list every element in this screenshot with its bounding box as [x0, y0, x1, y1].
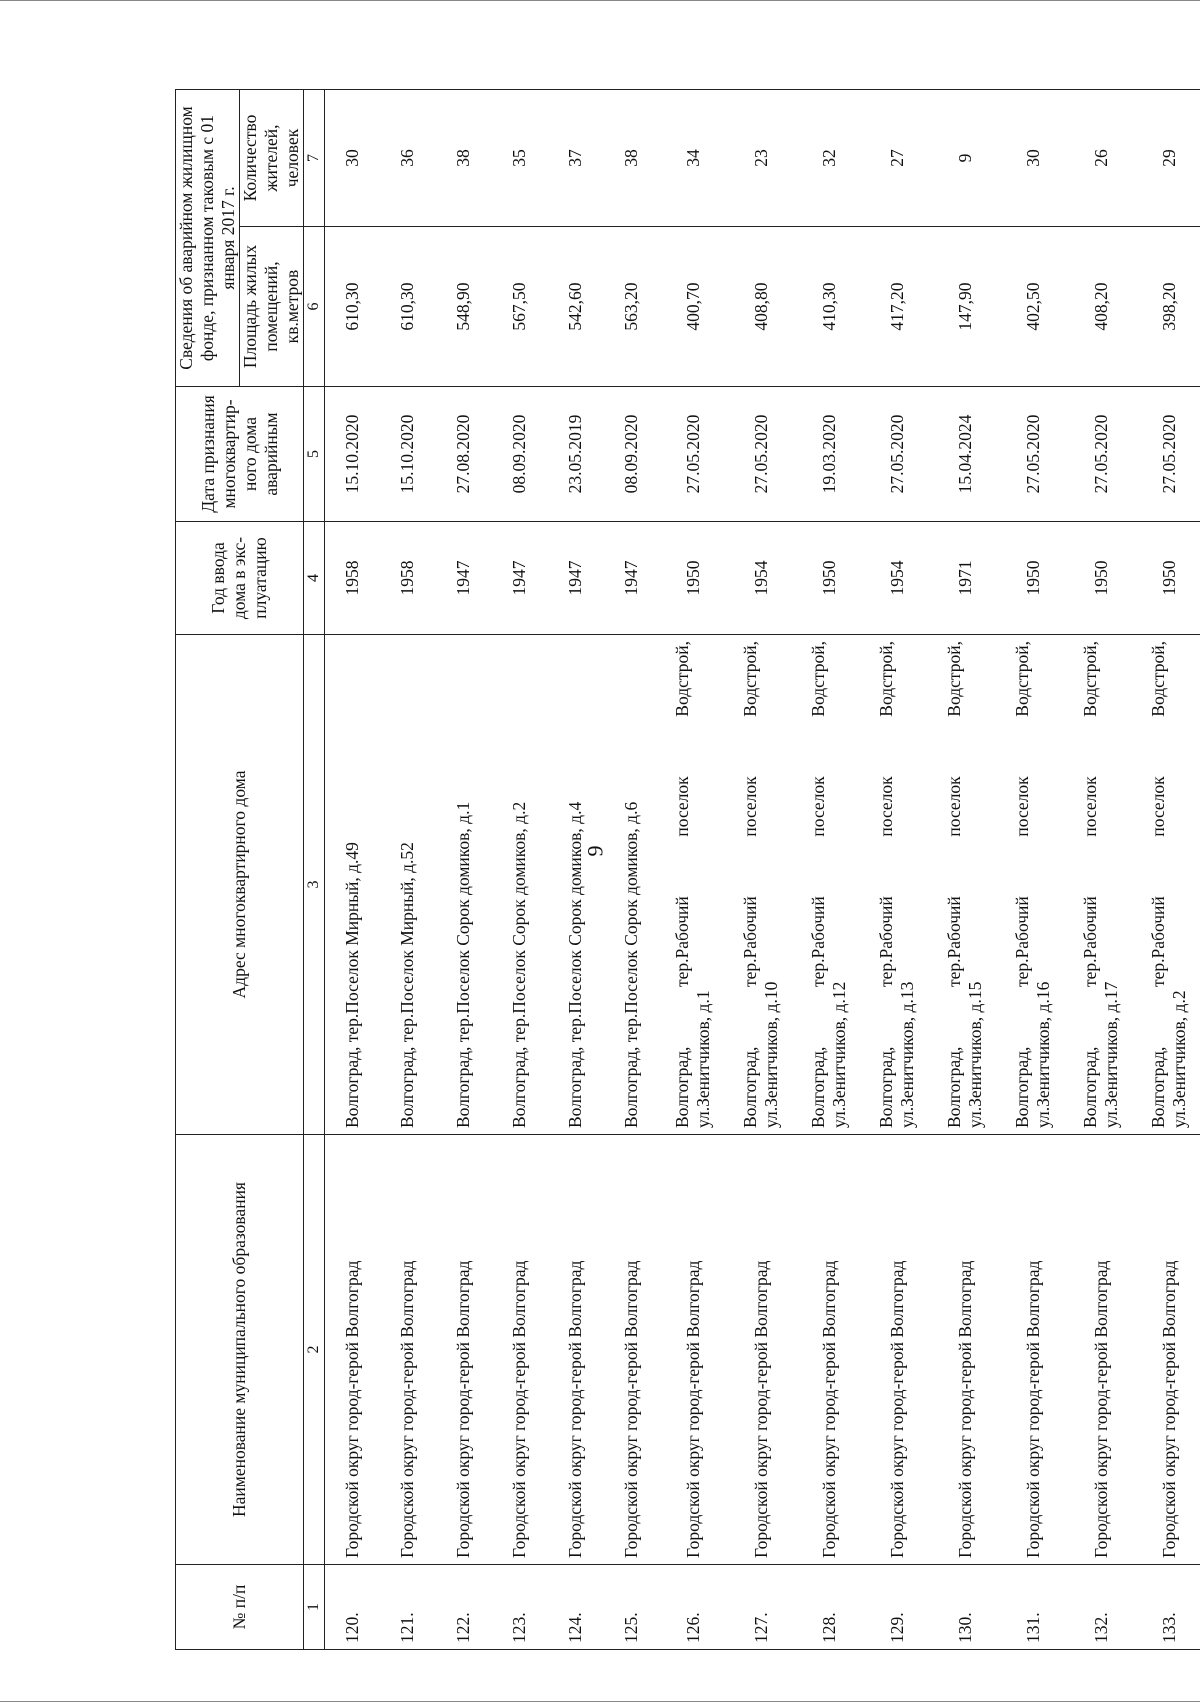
year-cell: 1947 — [435, 522, 491, 635]
row-number: 120. — [325, 1565, 380, 1650]
people-cell: 36 — [379, 90, 435, 227]
municipality-cell: Городской округ город-герой Волгоград — [931, 1135, 999, 1565]
col-number: 6 — [304, 227, 325, 387]
area-cell: 402,50 — [999, 227, 1067, 387]
area-cell: 542,60 — [547, 227, 603, 387]
year-cell: 1950 — [1135, 522, 1200, 635]
row-number: 133. — [1135, 1565, 1200, 1650]
row-number: 130. — [931, 1565, 999, 1650]
date-cell: 15.04.2024 — [931, 387, 999, 522]
address-cell — [863, 635, 931, 1135]
address-cell — [795, 635, 863, 1135]
address-line: Волгоград, тер.Поселок Сорок домиков, д.2 — [508, 801, 529, 1128]
people-cell: 9 — [931, 90, 999, 227]
municipality-cell: Городской округ город-герой Волгоград — [863, 1135, 931, 1565]
date-cell: 27.08.2020 — [435, 387, 491, 522]
date-cell: 08.09.2020 — [603, 387, 659, 522]
address-cell — [931, 635, 999, 1135]
table-row — [325, 90, 380, 1650]
date-cell: 27.05.2020 — [999, 387, 1067, 522]
address-cell — [379, 635, 435, 1135]
year-cell: 1950 — [1067, 522, 1135, 635]
table-row — [547, 90, 603, 1650]
address-line: ул.Зенитчиков, д.10 — [761, 981, 781, 1128]
col-number: 2 — [304, 1135, 325, 1565]
address-cell — [435, 635, 491, 1135]
year-cell: 1950 — [999, 522, 1067, 635]
address-line: Волгоград, тер.Рабочий поселок Водстрой, — [1148, 641, 1168, 1128]
address-line: Волгоград, тер.Поселок Сорок домиков, д.6 — [620, 801, 641, 1128]
header-address: Адрес многоквартирного дома — [176, 635, 304, 1135]
municipality-cell: Городской округ город-герой Волгоград — [435, 1135, 491, 1565]
address-line: Волгоград, тер.Поселок Мирный, д.49 — [341, 842, 362, 1128]
page-number: 9 — [582, 845, 608, 857]
col-number: 1 — [304, 1565, 325, 1650]
row-number: 125. — [603, 1565, 659, 1650]
table-row — [727, 90, 795, 1650]
row-number: 132. — [1067, 1565, 1135, 1650]
address-line: Волгоград, тер.Рабочий поселок Водстрой, — [1080, 641, 1100, 1128]
year-cell: 1950 — [659, 522, 727, 635]
scan-edge-top — [0, 0, 1200, 1]
people-cell: 37 — [547, 90, 603, 227]
address-line: Волгоград, тер.Рабочий поселок Водстрой, — [876, 641, 896, 1128]
address-line: Волгоград, тер.Рабочий поселок Водстрой, — [808, 641, 828, 1128]
address-line: Волгоград, тер.Рабочий поселок Водстрой, — [944, 641, 964, 1128]
address-line: Волгоград, тер.Поселок Сорок домиков, д.4 — [564, 801, 585, 1128]
address-line: ул.Зенитчиков, д.1 — [693, 990, 713, 1128]
year-cell: 1950 — [795, 522, 863, 635]
municipality-cell: Городской округ город-герой Волгоград — [325, 1135, 380, 1565]
municipality-cell: Городской округ город-герой Волгоград — [491, 1135, 547, 1565]
col-number: 3 — [304, 635, 325, 1135]
address-line: ул.Зенитчиков, д.17 — [1101, 981, 1121, 1128]
address-line: Волгоград, тер.Рабочий поселок Водстрой, — [672, 641, 692, 1128]
people-cell: 38 — [435, 90, 491, 227]
date-cell: 23.05.2019 — [547, 387, 603, 522]
people-cell: 38 — [603, 90, 659, 227]
municipality-cell: Городской округ город-герой Волгоград — [1067, 1135, 1135, 1565]
table-row — [999, 90, 1067, 1650]
address-line: Волгоград, тер.Рабочий поселок Водстрой, — [740, 641, 760, 1128]
header-year: Год ввода дома в экс-плуатацию — [176, 522, 304, 635]
address-line: Волгоград, тер.Поселок Мирный, д.52 — [396, 842, 417, 1128]
header-area: Площадь жилых помещений, кв.метров — [240, 227, 304, 387]
people-cell: 27 — [863, 90, 931, 227]
year-cell: 1954 — [863, 522, 931, 635]
address-line: ул.Зенитчиков, д.2 — [1169, 990, 1189, 1128]
area-cell: 548,90 — [435, 227, 491, 387]
municipality-cell: Городской округ город-герой Волгоград — [547, 1135, 603, 1565]
municipality-cell: Городской округ город-герой Волгоград — [795, 1135, 863, 1565]
address-cell — [547, 635, 603, 1135]
address-line: ул.Зенитчиков, д.12 — [829, 981, 849, 1128]
address-cell — [603, 635, 659, 1135]
municipality-cell: Городской округ город-герой Волгоград — [727, 1135, 795, 1565]
table-row — [491, 90, 547, 1650]
year-cell: 1971 — [931, 522, 999, 635]
col-number: 4 — [304, 522, 325, 635]
header-group: Сведения об аварийном жилищном фонде, признанном таковым с 01 января 2017 г. — [176, 90, 240, 387]
year-cell: 1954 — [727, 522, 795, 635]
header-date: Дата признания многоквартир-ного дома аварийным — [176, 387, 304, 522]
date-cell: 19.03.2020 — [795, 387, 863, 522]
area-cell: 610,30 — [379, 227, 435, 387]
table-row — [659, 90, 727, 1650]
col-number: 5 — [304, 387, 325, 522]
date-cell: 27.05.2020 — [659, 387, 727, 522]
table-row — [603, 90, 659, 1650]
address-cell — [999, 635, 1067, 1135]
header-municipality: Наименование муниципального образования — [176, 1135, 304, 1565]
address-line: ул.Зенитчиков, д.16 — [1033, 981, 1053, 1128]
table-row — [1067, 90, 1135, 1650]
area-cell: 408,20 — [1067, 227, 1135, 387]
area-cell: 610,30 — [325, 227, 380, 387]
row-number: 122. — [435, 1565, 491, 1650]
date-cell: 08.09.2020 — [491, 387, 547, 522]
date-cell: 27.05.2020 — [863, 387, 931, 522]
address-cell — [1067, 635, 1135, 1135]
people-cell: 34 — [659, 90, 727, 227]
year-cell: 1947 — [547, 522, 603, 635]
municipality-cell: Городской округ город-герой Волгоград — [999, 1135, 1067, 1565]
emergency-housing-table — [175, 89, 1200, 1650]
table-row — [1135, 90, 1200, 1650]
area-cell: 567,50 — [491, 227, 547, 387]
header-people: Количество жителей, человек — [240, 90, 304, 227]
people-cell: 26 — [1067, 90, 1135, 227]
municipality-cell: Городской округ город-герой Волгоград — [379, 1135, 435, 1565]
table-row — [931, 90, 999, 1650]
year-cell: 1958 — [325, 522, 380, 635]
column-numbers-row — [304, 90, 325, 1650]
area-cell: 417,20 — [863, 227, 931, 387]
municipality-cell: Городской округ город-герой Волгоград — [659, 1135, 727, 1565]
people-cell: 29 — [1135, 90, 1200, 227]
year-cell: 1958 — [379, 522, 435, 635]
address-line: Волгоград, тер.Рабочий поселок Водстрой, — [1012, 641, 1032, 1128]
row-number: 131. — [999, 1565, 1067, 1650]
year-cell: 1947 — [603, 522, 659, 635]
row-number: 128. — [795, 1565, 863, 1650]
date-cell: 15.10.2020 — [379, 387, 435, 522]
people-cell: 30 — [999, 90, 1067, 227]
table-row — [379, 90, 435, 1650]
rotated-table-container — [175, 90, 1189, 1650]
col-number: 7 — [304, 90, 325, 227]
address-cell — [727, 635, 795, 1135]
table-body — [325, 90, 1200, 1650]
people-cell: 32 — [795, 90, 863, 227]
row-number: 121. — [379, 1565, 435, 1650]
row-number: 127. — [727, 1565, 795, 1650]
area-cell: 398,20 — [1135, 227, 1200, 387]
address-cell — [1135, 635, 1200, 1135]
area-cell: 563,20 — [603, 227, 659, 387]
municipality-cell: Городской округ город-герой Волгоград — [603, 1135, 659, 1565]
row-number: 129. — [863, 1565, 931, 1650]
address-line: Волгоград, тер.Поселок Сорок домиков, д.1 — [452, 801, 473, 1128]
address-line: ул.Зенитчиков, д.15 — [965, 981, 985, 1128]
people-cell: 30 — [325, 90, 380, 227]
people-cell: 23 — [727, 90, 795, 227]
year-cell: 1947 — [491, 522, 547, 635]
address-line: ул.Зенитчиков, д.13 — [897, 981, 917, 1128]
table-row — [795, 90, 863, 1650]
area-cell: 410,30 — [795, 227, 863, 387]
date-cell: 15.10.2020 — [325, 387, 380, 522]
row-number: 124. — [547, 1565, 603, 1650]
address-cell — [659, 635, 727, 1135]
row-number: 123. — [491, 1565, 547, 1650]
area-cell: 408,80 — [727, 227, 795, 387]
table-row — [435, 90, 491, 1650]
table-row — [863, 90, 931, 1650]
row-number: 126. — [659, 1565, 727, 1650]
date-cell: 27.05.2020 — [1135, 387, 1200, 522]
date-cell: 27.05.2020 — [1067, 387, 1135, 522]
date-cell: 27.05.2020 — [727, 387, 795, 522]
address-cell — [325, 635, 380, 1135]
area-cell: 147,90 — [931, 227, 999, 387]
area-cell: 400,70 — [659, 227, 727, 387]
municipality-cell: Городской округ город-герой Волгоград — [1135, 1135, 1200, 1565]
people-cell: 35 — [491, 90, 547, 227]
header-num: № п/п — [176, 1565, 304, 1650]
scan-edge-bottom — [0, 1701, 1200, 1702]
address-cell — [491, 635, 547, 1135]
